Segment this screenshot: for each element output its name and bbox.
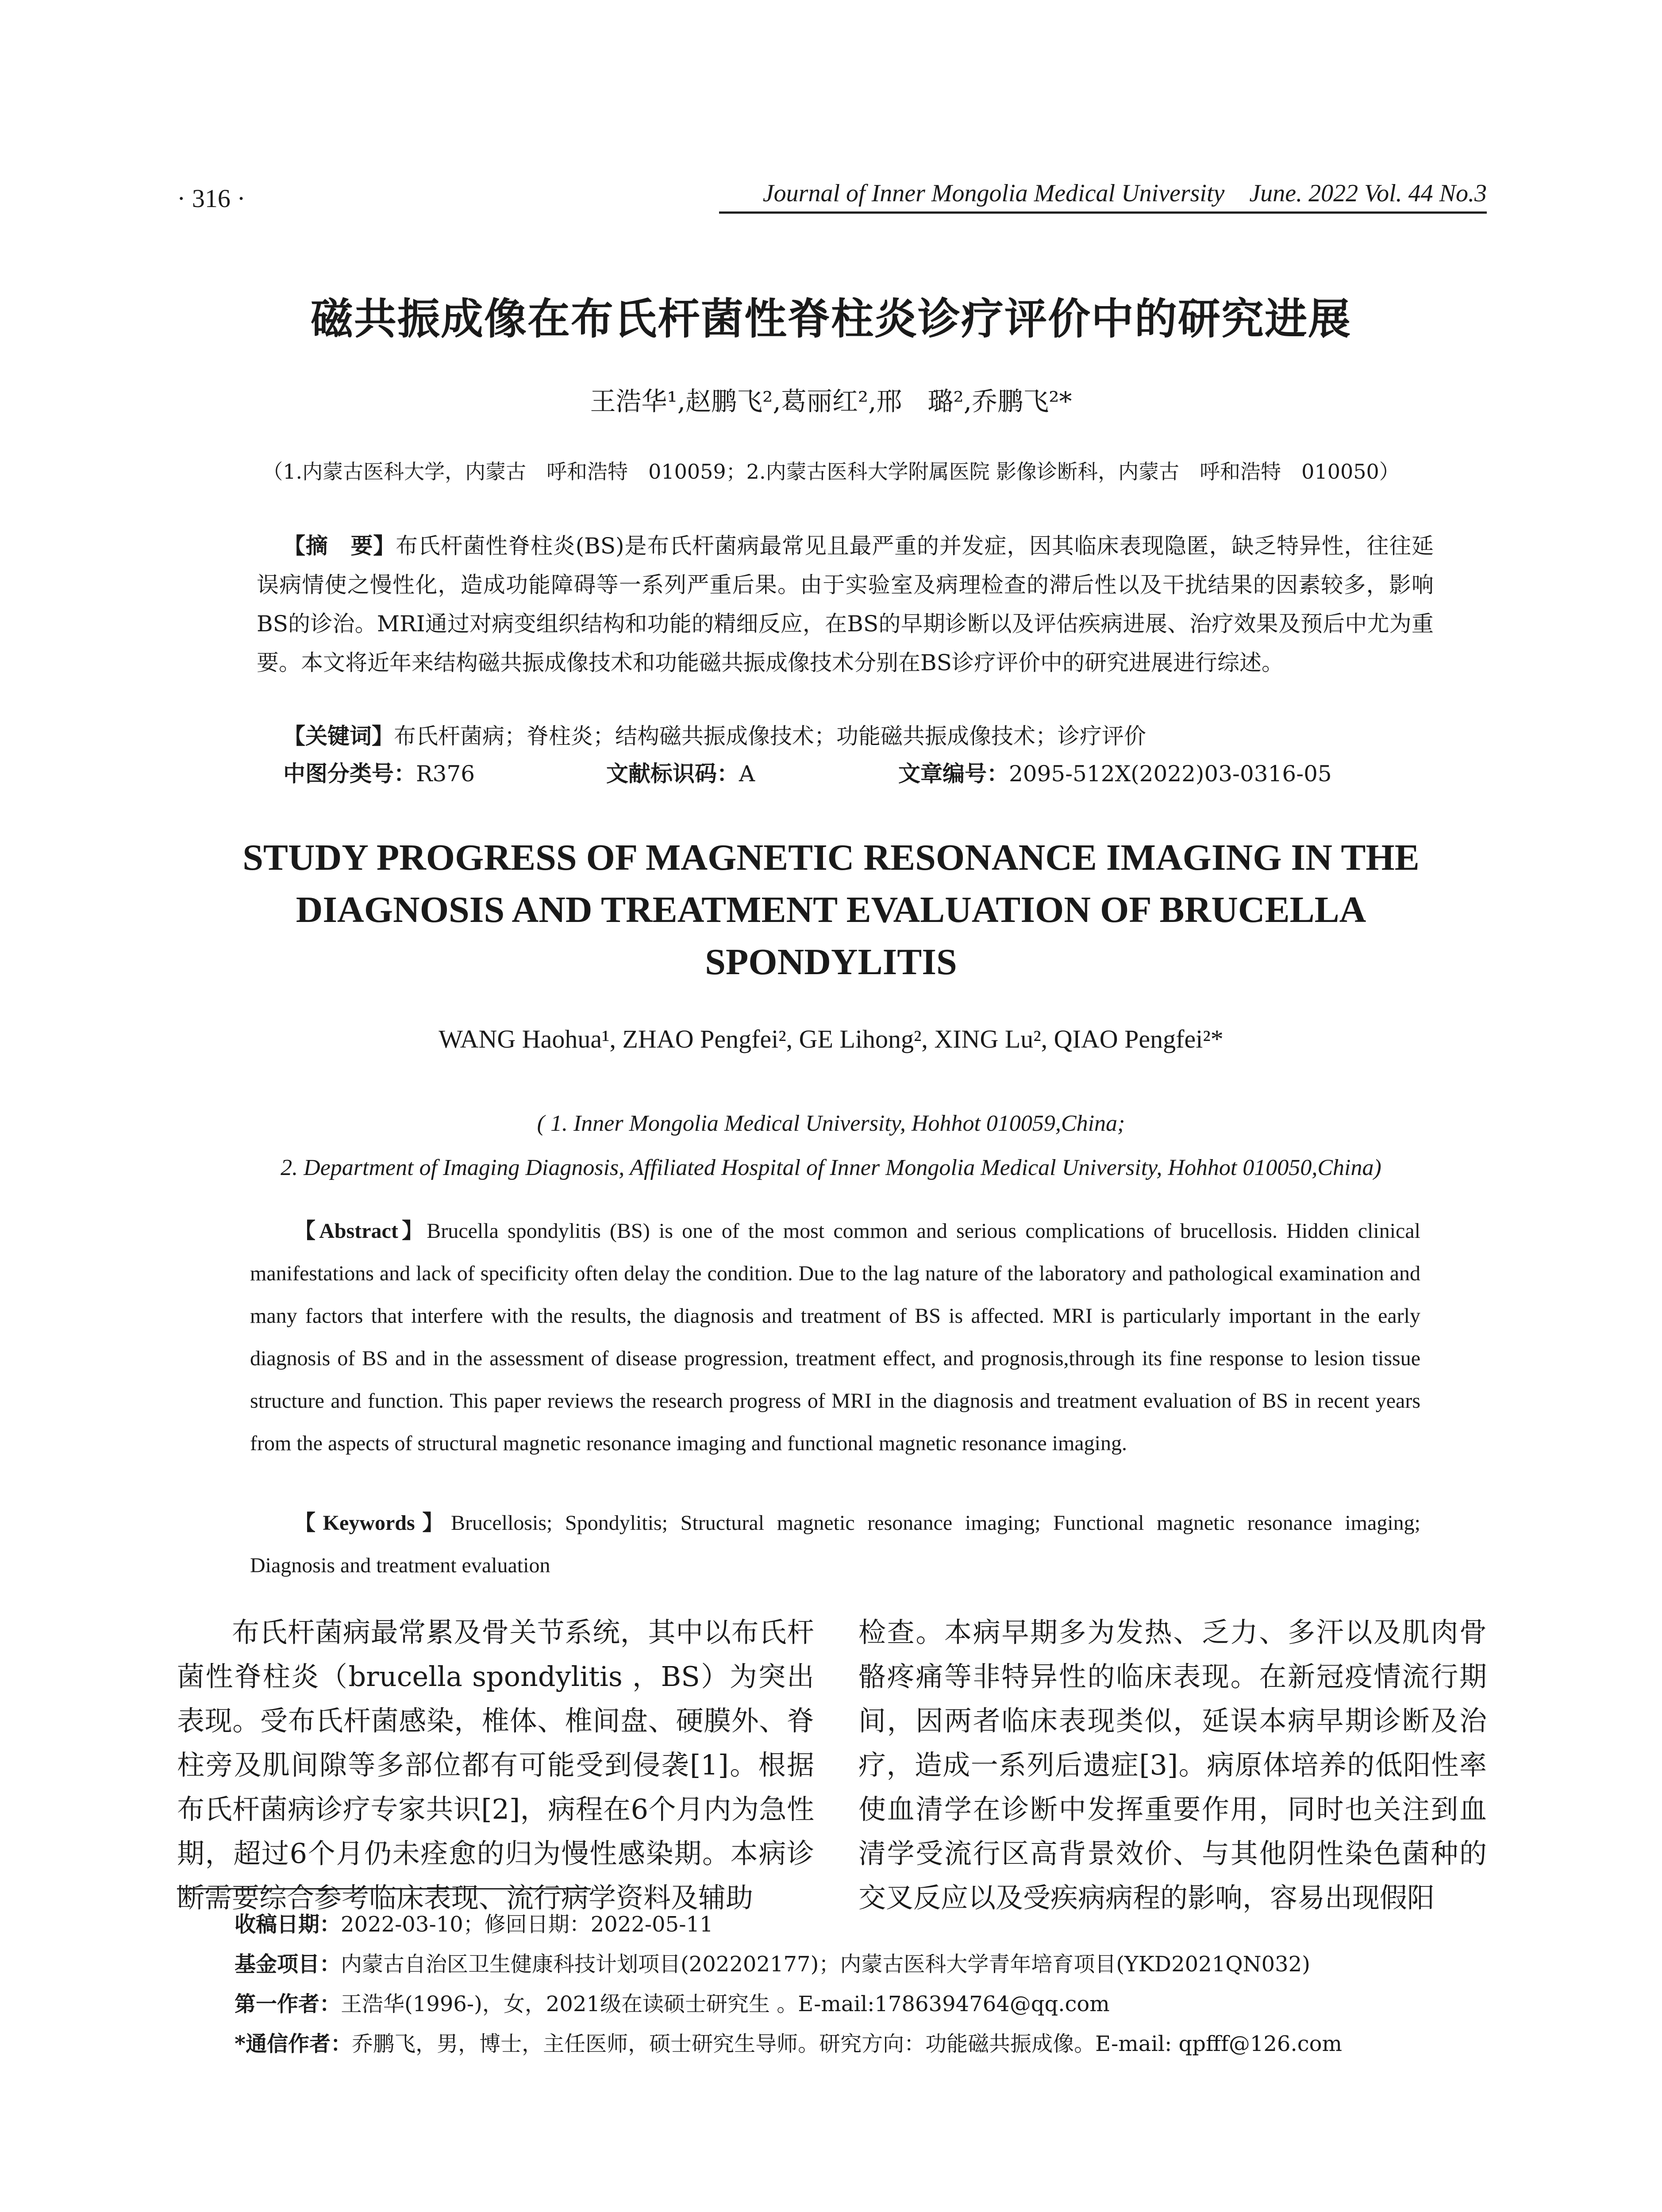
footnote-funding — [235, 1951, 1487, 1978]
cn-class-value: R376 — [416, 761, 475, 787]
en-keywords-text: Brucellosis; Spondylitis; Structural magnetic resonance imaging; Functional magnetic resonance imaging; Diagnosis and treatment evaluation — [250, 1511, 1420, 1577]
en-keywords-label: 【Keywords】 — [294, 1511, 451, 1535]
cn-classification-row — [283, 754, 1434, 794]
running-header — [721, 179, 1487, 207]
journal-issue: June. 2022 Vol. 44 No.3 — [1249, 180, 1487, 207]
journal-name: Journal of Inner Mongolia Medical University — [762, 180, 1225, 207]
cn-abstract — [257, 526, 1434, 682]
cn-abstract-label: 【摘 要】 — [283, 533, 396, 559]
en-affiliations — [177, 1102, 1485, 1190]
body-column-left: 布氏杆菌病最常累及骨关节系统，其中以布氏杆菌性脊柱炎（brucella spondylitis ，BS）为突出表现。受布氏杆菌感染，椎体、椎间盘、硬膜外、脊柱旁及肌间隙等多部位都有可能受到侵袭[1]。根据布氏杆菌病诊疗专家共识[2]，病程在6个月内为急性期，超过6个月仍未痊愈的归为慢性感染期。本病诊断需要综合参考临床表现、流行病学资料及辅助 — [177, 1616, 814, 1914]
en-abstract — [250, 1210, 1420, 1465]
header-rule — [719, 211, 1487, 214]
cn-title: 磁共振成像在布氏杆菌性脊柱炎诊疗评价中的研究进展 — [311, 294, 1351, 344]
cn-doc-code — [606, 754, 755, 793]
cn-keywords-label: 【关键词】 — [283, 723, 394, 749]
cn-article-label: 文章编号： — [898, 760, 1009, 787]
footnote-funding-label: 基金项目： — [235, 1952, 341, 1977]
cn-class-number — [283, 754, 475, 793]
cn-abstract-text: 布氏杆菌性脊柱炎(BS)是布氏杆菌病最常见且最严重的并发症，因其临床表现隐匿，缺乏特异性，往往延误病情使之慢性化，造成功能障碍等一系列严重后果。由于实验室及病理检查的滞后性以及干扰结果的因素较多，影响BS的诊治。MRI通过对病变组织结构和功能的精细反应，在BS的早期诊断以及评估疾病进展、治疗效果及预后中尤为重要。本文将近年来结构磁共振成像技术和功能磁共振成像技术分别在BS诊疗评价中的研究进展进行综述。 — [257, 533, 1434, 676]
cn-doc-label: 文献标识码： — [606, 760, 739, 787]
footnote-funding-text: 内蒙古自治区卫生健康科技计划项目(202202177)；内蒙古医科大学青年培育项目(YKD2021QN032) — [341, 1952, 1310, 1977]
en-affil-line-2: 2. Department of Imaging Diagnosis, Affiliated Hospital of Inner Mongolia Medical University, Hohhot 010050,China) — [281, 1155, 1381, 1180]
cn-class-label: 中图分类号： — [283, 760, 416, 787]
cn-article-value: 2095-512X(2022)03-0316-05 — [1009, 761, 1332, 787]
footnote-dates-text: 2022-03-10；修回日期：2022-05-11 — [341, 1912, 713, 1937]
cn-article-number — [898, 754, 1332, 793]
en-title: STUDY PROGRESS OF MAGNETIC RESONANCE IMAGING IN THE DIAGNOSIS AND TREATMENT EVALUATION OF BRUCELLA SPONDYLITIS — [242, 837, 1420, 983]
footnote-corresponding-author — [235, 2031, 1487, 2057]
cn-keywords — [283, 717, 1434, 756]
cn-affiliations: （1.内蒙古医科大学，内蒙古 呼和浩特 010059；2.内蒙古医科大学附属医院 影像诊断科，内蒙古 呼和浩特 010050） — [262, 460, 1400, 484]
en-keywords — [250, 1502, 1420, 1587]
en-affil-line-1: ( 1. Inner Mongolia Medical University, Hohhot 010059,China; — [537, 1111, 1125, 1136]
footnote-corresponding-text: 乔鹏飞，男，博士，主任医师，硕士研究生导师。研究方向：功能磁共振成像。E-mail: qpfff@126.com — [352, 2032, 1343, 2056]
footnote-first-author — [235, 1991, 1487, 2017]
footnote-corresponding-label: *通信作者： — [235, 2032, 352, 2056]
cn-keywords-text: 布氏杆菌病；脊柱炎；结构磁共振成像技术；功能磁共振成像技术；诊疗评价 — [394, 723, 1146, 749]
footnote-first-author-label: 第一作者： — [235, 1992, 341, 2016]
page-number: · 316 · — [177, 184, 246, 213]
en-abstract-text: Brucella spondylitis (BS) is one of the most common and serious complications of brucellosis. Hidden clinical manifestations and lack of specificity often delay the condition. Due to the lag nature of the laboratory and pathological examination and many factors that interfere with the results, the diagnosis and treatment of BS is affected. MRI is particularly important in the early diagnosis of BS and in the assessment of disease progression, treatment effect, and prognosis,through its fine response to lesion tissue structure and function. This paper reviews the research progress of MRI in the diagnosis and treatment evaluation of BS in recent years from the aspects of structural magnetic resonance imaging and functional magnetic resonance imaging. — [250, 1219, 1420, 1455]
cn-authors: 王浩华¹,赵鹏飞²,葛丽红²,邢 璐²,乔鹏飞²* — [590, 386, 1072, 416]
en-authors: WANG Haohua¹, ZHAO Pengfei², GE Lihong², XING Lu², QIAO Pengfei²* — [439, 1025, 1223, 1053]
footnote-first-author-text: 王浩华(1996-)，女，2021级在读硕士研究生 。E-mail:1786394764@qq.com — [341, 1992, 1110, 2016]
footnote-dates — [235, 1911, 1487, 1938]
en-abstract-label: 【Abstract】 — [294, 1219, 427, 1243]
body-column-right: 检查。本病早期多为发热、乏力、多汗以及肌肉骨骼疼痛等非特异性的临床表现。在新冠疫情流行期间，因两者临床表现类似，延误本病早期诊断及治疗，造成一系列后遗症[3]。病原体培养的低阳性率使血清学在诊断中发挥重要作用，同时也关注到血清学受流行区高背景效价、与其他阴性染色菌种的交叉反应以及受疾病病程的影响，容易出现假阳 — [858, 1616, 1487, 1914]
footnote-dates-label: 收稿日期： — [235, 1912, 341, 1937]
footnote-rule — [177, 1888, 591, 1889]
cn-doc-value: A — [739, 761, 755, 787]
